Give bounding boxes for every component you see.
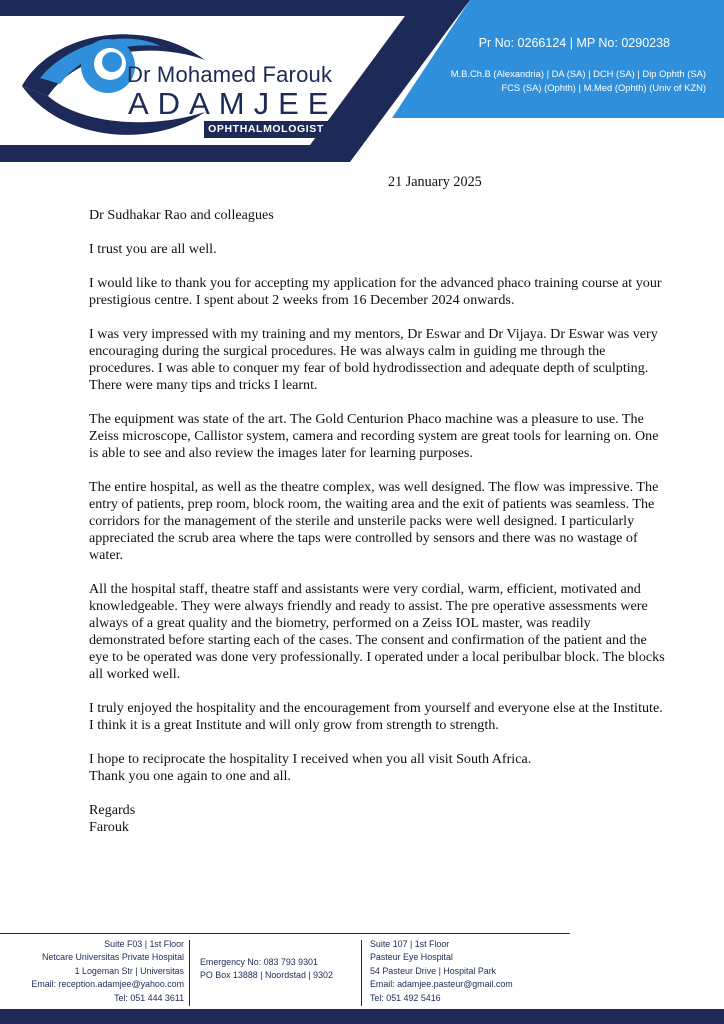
footer-email[interactable]: Email: reception.adamjee@yahoo.com — [31, 979, 184, 990]
letter-date: 21 January 2025 — [388, 174, 482, 190]
footer-emergency — [200, 956, 333, 983]
footer-text: PO Box 13888 | Noordstad | 9302 — [200, 970, 333, 981]
paragraph: I was very impressed with my training and my mentors, Dr Eswar and Dr Vijaya. Dr Eswar was very encouraging during the surgical procedures. He was always calm in guiding me through the procedures. I was able to conquer my fear of bold hydrodissection and adequate depth of sculpting. There were many tips and tricks I learnt. — [89, 326, 658, 393]
footer-bar — [0, 1009, 724, 1024]
footer-text: Netcare Universitas Private Hospital — [41, 952, 184, 963]
signature-name: Farouk — [89, 819, 129, 835]
qualifications-line-1: M.B.Ch.B (Alexandria) | DA (SA) | DCH (SA) | Dip Ophth (SA) — [450, 68, 706, 79]
letter-body — [89, 207, 669, 853]
footer-text: Suite F03 | 1st Floor — [104, 939, 184, 949]
footer-text: 54 Pasteur Drive | Hospital Park — [370, 965, 497, 976]
paragraph: The equipment was state of the art. The Gold Centurion Phaco machine was a pleasure to use. The Zeiss microscope, Callistor system, camera and recording system are great tools for learning on. One is able to see and also review the images later for learning purposes. — [89, 411, 659, 461]
footer-phone[interactable]: Tel: 051 444 3611 — [114, 992, 184, 1003]
footer-text: 1 Logeman Str | Universitas — [74, 965, 184, 976]
footer-phone[interactable]: Emergency No: 083 793 9301 — [200, 957, 318, 967]
doctor-surname: ADAMJEE — [128, 86, 338, 121]
footer-address-netcare — [31, 938, 184, 1005]
doctor-name: Dr Mohamed Farouk — [127, 62, 333, 87]
signoff: Regards — [89, 802, 136, 818]
qualifications-line-2: FCS (SA) (Ophth) | M.Med (Ophth) (Univ of KZN) — [501, 82, 706, 93]
paragraph: I truly enjoyed the hospitality and the encouragement from yourself and everyone else at the Institute. I think it is a great Institute and will only grow from strength to strength. — [89, 700, 663, 733]
practice-numbers: Pr No: 0266124 | MP No: 0290238 — [478, 36, 670, 50]
paragraph: The entire hospital, as well as the theatre complex, was well designed. The flow was impressive. The entry of patients, prep room, block room, the waiting area and the exit of patients was seamless. The corridors for the management of the sterile and unsterile packs were well designed. I particularly appreciated the scrub area where the taps were controlled by sensors and there was no wastage of water. — [89, 479, 659, 563]
footer-rule — [0, 933, 570, 934]
salutation: Dr Sudhakar Rao and colleagues — [89, 207, 274, 223]
closing-line: Thank you one again to one and all. — [89, 768, 291, 784]
closing-line: I hope to reciprocate the hospitality I received when you all visit South Africa. — [89, 751, 532, 767]
footer-email[interactable]: Email: adamjee.pasteur@gmail.com — [370, 979, 513, 990]
footer-divider — [361, 940, 362, 1006]
paragraph: I trust you are all well. — [89, 241, 217, 257]
letterhead — [0, 0, 724, 165]
footer-text: Suite 107 | 1st Floor — [370, 939, 450, 949]
footer-text: Pasteur Eye Hospital — [370, 952, 453, 963]
paragraph: I would like to thank you for accepting my application for the advanced phaco training course at your prestigious centre. I spent about 2 weeks from 16 December 2024 onwards. — [89, 275, 662, 308]
footer-address-pasteur — [370, 938, 513, 1005]
footer-phone[interactable]: Tel: 051 492 5416 — [370, 992, 441, 1003]
paragraph: All the hospital staff, theatre staff and assistants were very cordial, warm, efficient, motivated and knowledgeable. They were always friendly and ready to assist. The pre operative assessments were always of a great quality and the biometry, performed on a Zeiss IOL master, was readily demonstrated before starting each of the cases. The consent and confirmation of the patient and the eye to be operated was done very professionally. I operated under a local peribulbar block. The blocks all worked well. — [89, 581, 665, 682]
footer-divider — [189, 940, 190, 1006]
specialty-badge: OPHTHALMOLOGIST — [204, 121, 328, 138]
